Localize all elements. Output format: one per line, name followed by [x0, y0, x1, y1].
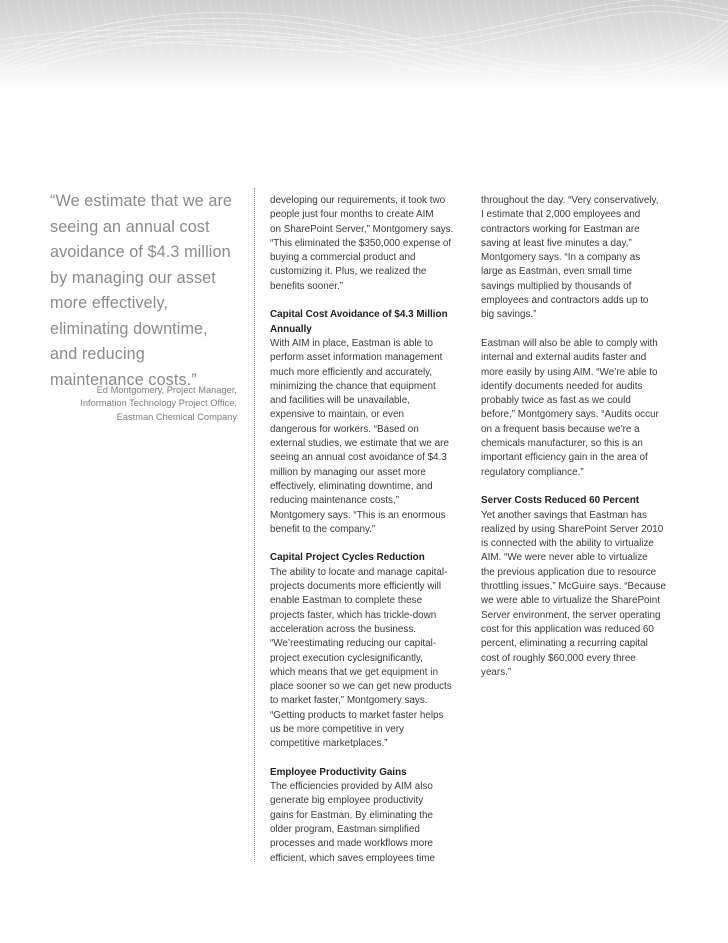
text-line: on SharePoint Server,” Montgomery says.: [270, 223, 454, 235]
text-line: is connected with the ability to virtualize: [481, 538, 654, 550]
mesh-line: [185, 0, 203, 80]
text-line: regulatory compliance.”: [481, 466, 584, 478]
column-divider: [254, 188, 255, 862]
text-line: With AIM in place, Eastman is able to: [270, 337, 434, 349]
text-line: project execution cyclesignificantly,: [270, 652, 423, 664]
text-line: developing our requirements, it took two: [270, 195, 446, 206]
paragraph-2: [481, 337, 681, 480]
text-line: I estimate that 2,000 employees and: [481, 209, 641, 221]
text-line: to market faster,” Montgomery says.: [270, 695, 428, 707]
text-line: probably twice as fast as we could: [481, 395, 631, 407]
text-line: customizing it. Plus, we realized the: [270, 266, 427, 278]
mesh-line: [5, 0, 23, 80]
mesh-line: [605, 0, 623, 80]
pull-quote-line: by managing our asset: [50, 268, 216, 287]
pull-quote-line: maintenance costs.”: [50, 370, 197, 389]
text-line: saving at least five minutes a day,”: [481, 237, 632, 249]
mesh-line: [509, 0, 527, 80]
mesh-line: [269, 0, 287, 80]
mesh-line: [413, 0, 431, 80]
mesh-line: [677, 0, 695, 80]
text-line: big savings.”: [481, 309, 537, 321]
body-column-3: [481, 194, 681, 694]
text-line: and facilities will be unavailable,: [270, 395, 410, 407]
paragraph-1: [481, 194, 681, 323]
section-heading: [481, 494, 681, 508]
attribution-line: Ed Montgomery, Project Manager,: [96, 385, 237, 395]
mesh-line: [65, 0, 83, 80]
text-line: contractors working for Eastman are: [481, 223, 640, 235]
text-line: realized by using SharePoint Server 2010: [481, 523, 664, 535]
mesh-line: [689, 0, 707, 80]
body-column-2: [270, 194, 470, 880]
text-line: us be more competitive in very: [270, 723, 404, 735]
text-line: cost of roughly $60,000 every three: [481, 652, 636, 664]
mesh-line: [305, 0, 323, 80]
mesh-line: [281, 0, 299, 80]
decorative-header-graphic: [0, 0, 728, 90]
mesh-line: [593, 0, 611, 80]
attribution-line: Eastman Chemical Company: [116, 411, 237, 422]
text-line: seeing an annual cost avoidance of $4.3: [270, 452, 447, 464]
text-line: internal and external audits faster and: [481, 352, 647, 364]
wave-mesh-graphic: [0, 0, 728, 90]
heading-line: Employee Productivity Gains: [270, 766, 407, 778]
heading-line: Capital Project Cycles Reduction: [270, 552, 425, 564]
mesh-line: [257, 0, 275, 80]
mesh-line: [497, 0, 515, 80]
text-line: gains for Eastman. By eliminating the: [270, 809, 434, 821]
text-line: cost for this application was reduced 60: [481, 623, 654, 635]
text-line: identify documents needed for audits: [481, 380, 643, 392]
attribution-line: Information Technology Project Office,: [80, 398, 237, 409]
text-line: processes and made workflows more: [270, 838, 434, 850]
text-line: much more efficiently and accurately,: [270, 366, 433, 378]
mesh-line: [77, 0, 95, 80]
text-line: minimizing the chance that equipment: [270, 380, 436, 392]
text-line: we were able to virtualize the SharePoint: [481, 595, 660, 607]
mesh-line: [545, 0, 563, 80]
text-line: “This eliminated the $350,000 expense of: [270, 237, 452, 249]
text-line: Montgomery says. “In a company as: [481, 252, 641, 264]
mesh-line: [617, 0, 635, 80]
text-line: the previous application due to resource: [481, 566, 657, 578]
section-heading: [270, 551, 470, 565]
paragraph-section3: [270, 780, 470, 866]
text-line: efficient, which saves employees time: [270, 852, 436, 864]
mesh-line: [173, 0, 191, 80]
text-line: place sooner so we can get new products: [270, 681, 452, 693]
pull-quote-line: seeing an annual cost: [50, 217, 210, 236]
text-line: reducing maintenance costs,”: [270, 495, 399, 507]
mesh-line: [245, 0, 263, 80]
text-line: dangerous for workers. “Based on: [270, 423, 419, 435]
text-line: benefit to the company.”: [270, 523, 376, 535]
mesh-line: [149, 0, 167, 80]
text-line: more easily by using AIM. “We’re able to: [481, 366, 658, 378]
text-line: The efficiencies provided by AIM also: [270, 781, 433, 793]
mesh-line: [665, 0, 683, 80]
text-line: acceleration across the business.: [270, 623, 417, 635]
heading-line: Capital Cost Avoidance of $4.3 Million: [270, 309, 448, 321]
text-line: perform asset information management: [270, 352, 443, 364]
mesh-line: [161, 0, 179, 80]
text-line: generate big employee productivity: [270, 795, 424, 807]
text-line: effectively, eliminating downtime, and: [270, 480, 433, 492]
text-line: AIM. “We were never able to virtualize: [481, 552, 648, 564]
mesh-line: [425, 0, 443, 80]
text-line: Yet another savings that Eastman has: [481, 509, 647, 521]
text-line: “Getting products to market faster helps: [270, 709, 444, 721]
text-line: buying a commercial product and: [270, 252, 416, 264]
pull-quote-line: “We estimate that we are: [50, 192, 233, 210]
pull-quote-line: and reducing: [50, 345, 145, 363]
text-line: savings multiplied by thousands of: [481, 280, 632, 292]
text-line: projects documents more efficiently will: [270, 581, 442, 593]
pull-quote: [50, 189, 245, 393]
mesh-line: [113, 0, 131, 80]
heading-line: Server Costs Reduced 60 Percent: [481, 495, 640, 507]
mesh-line: [533, 0, 551, 80]
text-line: Montgomery says. “This is an enormous: [270, 509, 446, 521]
paragraph-section1: [270, 337, 470, 537]
text-line: important efficiency gain in the area of: [481, 452, 648, 464]
text-line: competitive marketplaces.”: [270, 738, 388, 750]
text-line: expensive to maintain, or even: [270, 409, 404, 421]
text-line: throughout the day. “Very conservatively,: [481, 195, 659, 206]
text-line: external studies, we estimate that we are: [270, 438, 449, 450]
mesh-line: [401, 0, 419, 80]
paragraph-section2: [270, 566, 470, 752]
heading-line: Annually: [270, 323, 312, 335]
mesh-line: [197, 0, 215, 80]
pull-quote-line: avoidance of $4.3 million: [50, 243, 231, 261]
text-line: “We’reestimating reducing our capital-: [270, 638, 437, 650]
text-line: chemicals manufacturer, so this is an: [481, 438, 643, 450]
paragraph-3: [481, 509, 681, 681]
text-line: throttling issues,” McGuire says. “Because: [481, 581, 666, 593]
text-line: employees and contractors adds up to: [481, 295, 649, 307]
text-line: which means that we get equipment in: [270, 666, 438, 678]
quote-attribution: [54, 384, 237, 424]
mesh-line: [209, 0, 227, 80]
text-line: million by managing our asset more: [270, 466, 426, 478]
mesh-line: [569, 0, 587, 80]
text-line: years.”: [481, 666, 512, 678]
text-line: projects faster, which has trickle-down: [270, 609, 437, 621]
text-line: people just four months to create AIM: [270, 209, 434, 221]
text-line: The ability to locate and manage capital-: [270, 566, 448, 578]
pull-quote-line: eliminating downtime,: [50, 319, 208, 338]
text-line: Eastman will also be able to comply with: [481, 337, 658, 349]
pull-quote-line: more effectively,: [50, 294, 169, 312]
text-line: before,” Montgomery says. “Audits occur: [481, 409, 659, 421]
text-line: percent, eliminating a recurring capital: [481, 638, 648, 650]
text-line: benefits sooner.”: [270, 280, 344, 292]
section-heading: [270, 766, 470, 780]
mesh-line: [449, 0, 467, 80]
text-line: Server environment, the server operating: [481, 609, 661, 621]
text-line: large as Eastman, even small time: [481, 266, 632, 278]
text-line: on a frequent basis because we’re a: [481, 423, 640, 435]
text-line: enable Eastman to complete these: [270, 595, 423, 607]
mesh-line: [293, 0, 311, 80]
text-line: older program, Eastman simplified: [270, 824, 420, 836]
section-heading: [270, 308, 470, 337]
mesh-line: [437, 0, 455, 80]
mesh-line: [53, 0, 71, 80]
paragraph-intro: [270, 194, 470, 294]
